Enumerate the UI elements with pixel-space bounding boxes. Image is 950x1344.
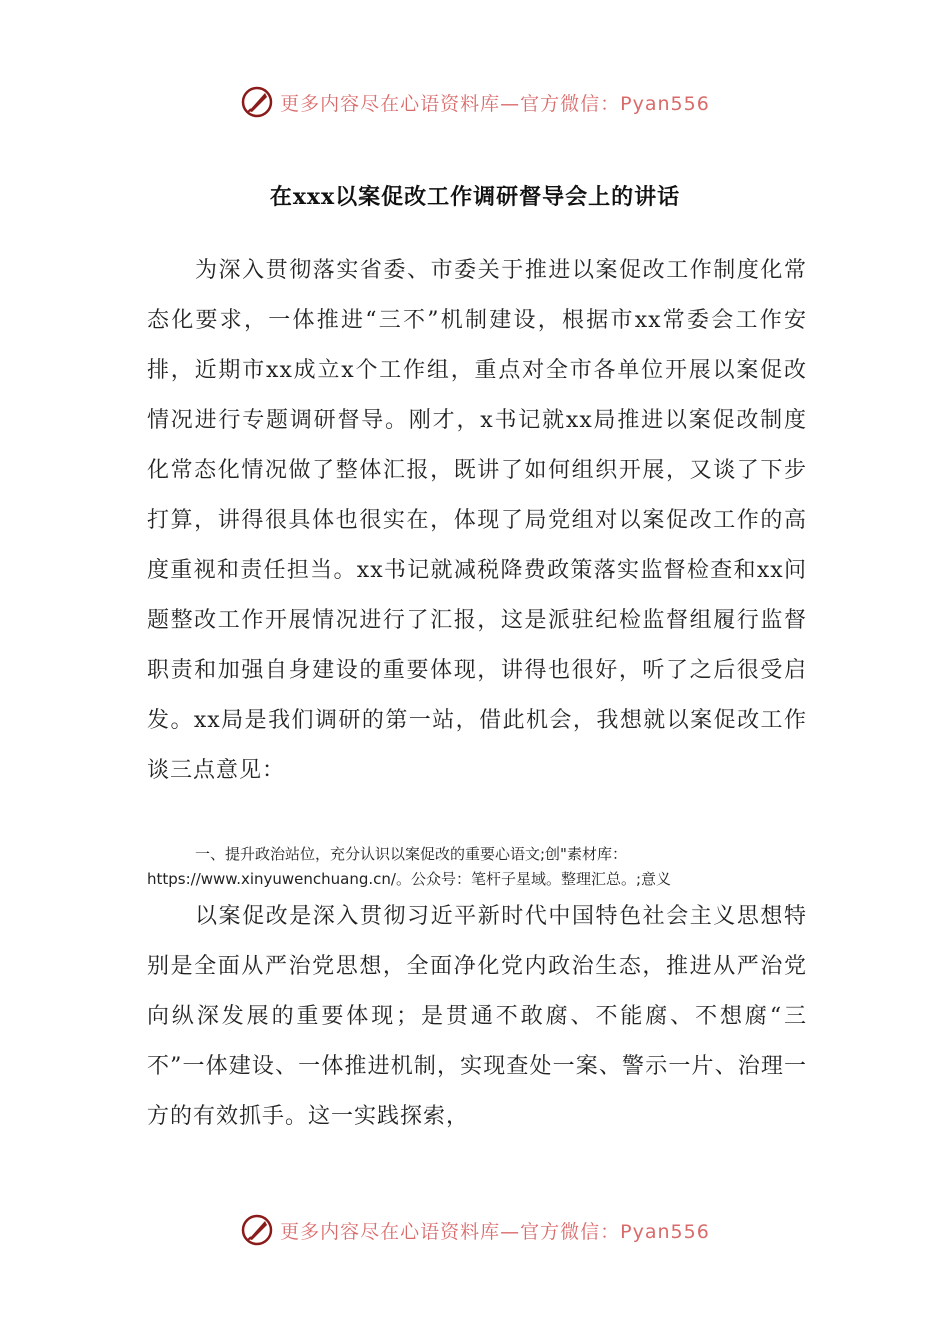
quill-logo-icon — [240, 1213, 274, 1247]
intro-paragraph: 为深入贯彻落实省委、市委关于推进以案促改工作制度化常态化要求，一体推进“三不”机制建设，根据市xx常委会工作安排，近期市xx成立x个工作组，重点对全市各单位开展以案促改情况进行专题调研督导。刚才，x书记就xx局推进以案促改制度化常态化情况做了整体汇报，既讲了如何组织开展，又谈了下步打算，讲得很具体也很实在，体现了局党组对以案促改工作的高度重视和责任担当。xx书记就减税降费政策落实监督检查和xx问题整改工作开展情况进行了汇报，这是派驻纪检监督组履行监督职责和加强自身建设的重要体现，讲得也很好，听了之后很受启发。xx局是我们调研的第一站，借此机会，我想就以案促改工作谈三点意见： — [147, 258, 807, 783]
section-heading — [147, 842, 807, 892]
section-heading-line1: 一、提升政治站位，充分认识以案促改的重要心语文;创"素材库： — [195, 845, 627, 863]
quill-logo-icon — [240, 85, 274, 119]
section-heading-line2: https://www.xinyuwenchuang.cn/。公众号：笔杆子星域。整理汇总。;意义 — [147, 870, 672, 888]
footer-watermark-banner — [0, 1210, 950, 1250]
document-title: 在xxx以案促改工作调研督导会上的讲话 — [269, 184, 681, 210]
header-watermark-banner — [0, 82, 950, 122]
watermark-text: 更多内容尽在心语资料库—官方微信：Pyan556 — [280, 92, 710, 115]
section-paragraph: 以案促改是深入贯彻习近平新时代中国特色社会主义思想特别是全面从严治党思想，全面净化党内政治生态，推进从严治党向纵深发展的重要体现；是贯通不敢腐、不能腐、不想腐“三不”一体建设、一体推进机制，实现查处一案、警示一片、治理一方的有效抓手。这一实践探索， — [147, 904, 807, 1129]
watermark-text: 更多内容尽在心语资料库—官方微信：Pyan556 — [280, 1220, 710, 1243]
